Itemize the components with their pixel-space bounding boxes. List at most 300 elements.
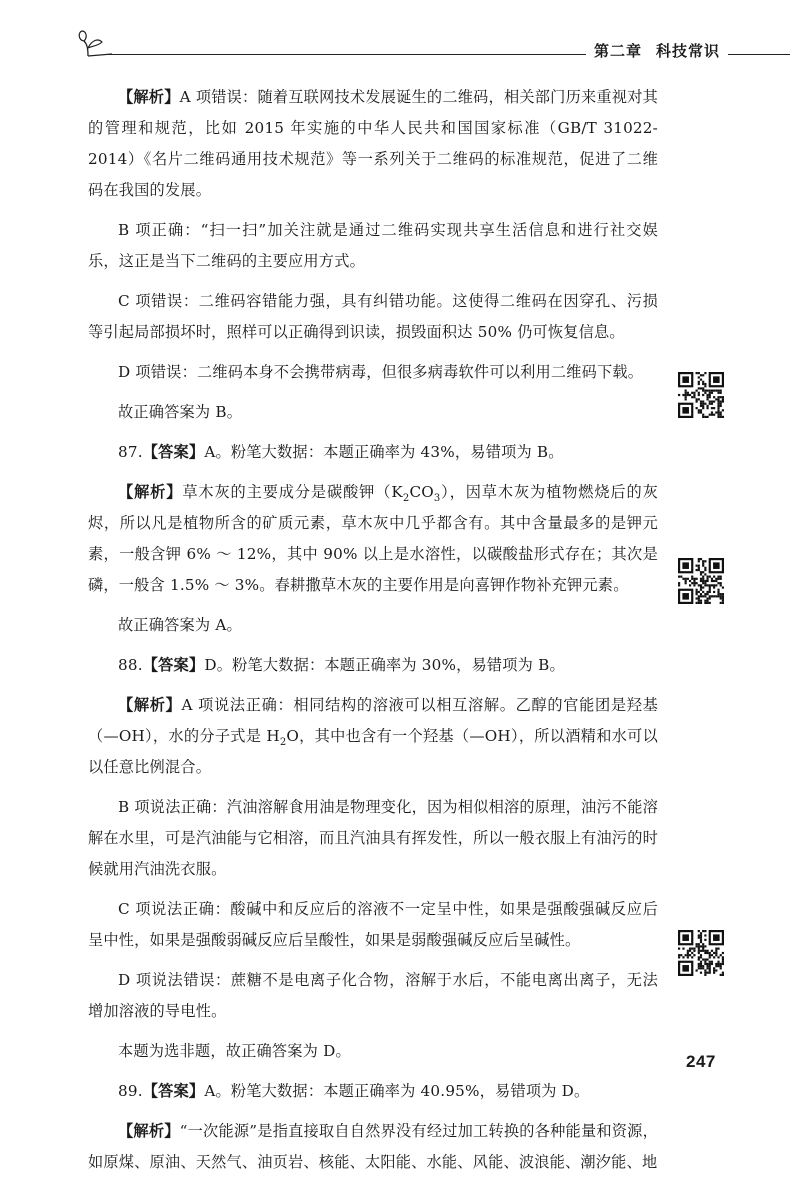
qr-code-icon[interactable]	[678, 558, 724, 604]
qr-module	[706, 394, 708, 396]
qr-module	[689, 948, 691, 950]
qr-module	[698, 584, 700, 586]
qr-module	[678, 394, 680, 396]
qr-module	[720, 963, 722, 965]
qr-module	[706, 967, 708, 969]
paragraph	[88, 477, 658, 601]
qr-module	[698, 392, 700, 394]
qr-module	[689, 954, 691, 956]
qr-module	[720, 392, 722, 394]
qr-module	[691, 956, 693, 958]
qr-module	[696, 589, 698, 591]
qr-module	[702, 390, 704, 392]
qr-module	[722, 595, 724, 597]
qr-module	[693, 394, 695, 396]
qr-module	[685, 392, 687, 394]
qr-module	[720, 403, 722, 405]
qr-module	[704, 972, 706, 974]
paragraph	[88, 690, 658, 783]
qr-module	[680, 576, 682, 578]
qr-module	[709, 403, 711, 405]
qr-module	[689, 950, 691, 952]
qr-module	[682, 394, 684, 396]
paragraph	[88, 397, 658, 428]
qr-module	[717, 396, 719, 398]
qr-module	[700, 967, 702, 969]
qr-module	[702, 580, 704, 582]
qr-module	[698, 950, 700, 952]
qr-module	[693, 948, 695, 950]
qr-module	[696, 569, 698, 571]
qr-module	[702, 407, 704, 409]
qr-module	[720, 597, 722, 599]
qr-module	[720, 974, 722, 976]
qr-module	[709, 952, 711, 954]
qr-module	[709, 602, 711, 604]
qr-module	[717, 411, 719, 413]
qr-module	[685, 578, 687, 580]
qr-module	[720, 411, 722, 413]
qr-module	[702, 586, 704, 588]
qr-module	[722, 958, 724, 960]
qr-module	[711, 963, 713, 965]
qr-module	[706, 593, 708, 595]
qr-module	[722, 956, 724, 958]
subscript: 2	[279, 737, 287, 749]
qr-module	[700, 589, 702, 591]
qr-module	[700, 584, 702, 586]
paragraph	[88, 965, 658, 1027]
paragraph	[88, 1036, 658, 1067]
qr-module	[713, 952, 715, 954]
qr-module	[713, 407, 715, 409]
qr-module	[715, 965, 717, 967]
qr-module	[691, 396, 693, 398]
qr-module	[720, 954, 722, 956]
qr-module	[706, 390, 708, 392]
qr-module	[704, 974, 706, 976]
qr-module	[698, 558, 700, 560]
sprout-icon	[78, 28, 112, 58]
qr-code-icon[interactable]	[678, 372, 724, 418]
qr-module	[713, 576, 715, 578]
qr-module	[722, 972, 724, 974]
qr-module	[702, 930, 704, 932]
qr-module	[722, 952, 724, 954]
qr-module	[704, 569, 706, 571]
qr-module	[717, 963, 719, 965]
qr-module	[700, 374, 702, 376]
qr-module	[678, 576, 680, 578]
qr-module	[700, 932, 702, 934]
qr-module	[704, 385, 706, 387]
qr-module	[709, 400, 711, 402]
qr-module	[722, 586, 724, 588]
qr-module	[706, 952, 708, 954]
qr-module	[698, 398, 700, 400]
qr-module	[696, 943, 698, 945]
qr-module	[706, 972, 708, 974]
analysis-tag: 【解析】	[118, 483, 183, 501]
qr-module	[717, 398, 719, 400]
qr-module	[717, 405, 719, 407]
qr-module	[698, 945, 700, 947]
qr-module	[696, 398, 698, 400]
qr-module	[700, 595, 702, 597]
qr-module	[704, 600, 706, 602]
qr-module	[702, 381, 704, 383]
qr-module	[722, 409, 724, 411]
qr-module	[713, 396, 715, 398]
paragraph-text: 草木灰的主要成分是碳酸钾（K	[182, 483, 403, 501]
qr-module	[704, 582, 706, 584]
qr-module	[691, 578, 693, 580]
paragraph	[88, 894, 658, 956]
qr-module	[704, 560, 706, 562]
qr-module	[720, 414, 722, 416]
qr-module	[704, 595, 706, 597]
qr-module	[704, 567, 706, 569]
qr-module	[713, 390, 715, 392]
paragraph-text: “一次能源”是指直接取自自然界没有经过加工转换的各种能量和资源，如原煤、原油、天然气、油页岩、核能、太阳能、水能、风能、波浪能、潮汐能、地	[88, 1122, 658, 1171]
paragraph-text: A。粉笔大数据：本题正确率为 40.95%，易错项为 D。	[204, 1082, 590, 1100]
qr-module	[685, 394, 687, 396]
qr-module	[706, 950, 708, 952]
qr-module	[720, 416, 722, 418]
paragraph-text: 本题为选非题，故正确答案为 D。	[118, 1042, 351, 1060]
qr-module	[709, 591, 711, 593]
qr-module	[685, 390, 687, 392]
qr-module	[709, 390, 711, 392]
qr-module	[685, 582, 687, 584]
qr-module	[700, 580, 702, 582]
qr-module	[717, 414, 719, 416]
qr-module	[711, 580, 713, 582]
qr-module	[702, 560, 704, 562]
qr-module	[696, 593, 698, 595]
qr-module	[711, 584, 713, 586]
qr-module	[700, 965, 702, 967]
analysis-tag: 【解析】	[118, 88, 180, 106]
paragraph-text: C 项说法正确：酸碱中和反应后的溶液不一定呈中性，如果是强酸强碱反应后呈中性，如果是强酸弱碱反应后呈酸性，如果是弱酸强碱反应后呈碱性。	[88, 900, 658, 949]
qr-module	[715, 390, 717, 392]
qr-module	[717, 582, 719, 584]
qr-module	[700, 411, 702, 413]
qr-module	[704, 950, 706, 952]
qr-module	[704, 945, 706, 947]
qr-finder-module	[682, 376, 689, 383]
qr-module	[713, 400, 715, 402]
paragraph-text: CO	[409, 483, 434, 501]
qr-module	[700, 578, 702, 580]
qr-module	[702, 394, 704, 396]
qr-module	[693, 954, 695, 956]
paragraph	[88, 357, 658, 388]
paragraph	[88, 82, 658, 206]
qr-module	[722, 400, 724, 402]
qr-module	[720, 400, 722, 402]
qr-module	[700, 961, 702, 963]
qr-module	[722, 974, 724, 976]
qr-finder-module	[682, 407, 689, 414]
subscript: 2	[402, 493, 410, 505]
qr-module	[706, 405, 708, 407]
qr-module	[698, 560, 700, 562]
paragraph-text: A。粉笔大数据：本题正确率为 43%，易错项为 B。	[204, 443, 564, 461]
qr-module	[709, 595, 711, 597]
qr-module	[691, 576, 693, 578]
qr-module	[704, 403, 706, 405]
qr-module	[720, 578, 722, 580]
analysis-tag: 【解析】	[118, 696, 182, 714]
question-number: 87.	[118, 443, 143, 461]
qr-module	[706, 963, 708, 965]
qr-module	[715, 969, 717, 971]
qr-module	[698, 602, 700, 604]
qr-module	[687, 956, 689, 958]
qr-module	[711, 414, 713, 416]
qr-module	[722, 602, 724, 604]
qr-module	[698, 934, 700, 936]
qr-module	[709, 972, 711, 974]
qr-module	[698, 600, 700, 602]
qr-module	[691, 952, 693, 954]
qr-module	[706, 416, 708, 418]
qr-module	[709, 589, 711, 591]
qr-module	[722, 600, 724, 602]
qr-module	[698, 930, 700, 932]
qr-module	[704, 390, 706, 392]
qr-module	[680, 954, 682, 956]
qr-module	[722, 396, 724, 398]
qr-module	[702, 414, 704, 416]
qr-module	[709, 954, 711, 956]
qr-module	[698, 372, 700, 374]
qr-module	[698, 394, 700, 396]
qr-module	[704, 573, 706, 575]
qr-module	[711, 392, 713, 394]
qr-module	[717, 595, 719, 597]
qr-module	[700, 950, 702, 952]
qr-module	[678, 948, 680, 950]
qr-module	[700, 573, 702, 575]
qr-module	[698, 595, 700, 597]
qr-module	[698, 383, 700, 385]
qr-module	[702, 400, 704, 402]
qr-module	[709, 414, 711, 416]
qr-module	[706, 398, 708, 400]
qr-module	[720, 602, 722, 604]
qr-module	[713, 967, 715, 969]
qr-module	[717, 407, 719, 409]
qr-module	[715, 948, 717, 950]
qr-finder-module	[713, 562, 720, 569]
qr-module	[706, 576, 708, 578]
qr-module	[711, 400, 713, 402]
qr-module	[698, 963, 700, 965]
qr-module	[709, 584, 711, 586]
qr-module	[704, 958, 706, 960]
qr-module	[704, 392, 706, 394]
qr-module	[704, 584, 706, 586]
qr-module	[720, 576, 722, 578]
qr-module	[722, 597, 724, 599]
qr-module	[709, 965, 711, 967]
qr-module	[687, 950, 689, 952]
answer-89	[88, 1076, 658, 1107]
paragraph-text: D 项说法错误：蔗糖不是电离子化合物，溶解于水后，不能电离出离子，无法增加溶液的导电性。	[88, 971, 658, 1020]
qr-module	[709, 396, 711, 398]
qr-module	[678, 954, 680, 956]
chapter-number: 第二章	[593, 42, 642, 60]
qr-module	[722, 398, 724, 400]
qr-module	[720, 582, 722, 584]
qr-module	[711, 390, 713, 392]
qr-module	[698, 591, 700, 593]
qr-module	[687, 954, 689, 956]
qr-module	[717, 578, 719, 580]
qr-module	[700, 558, 702, 560]
answer-tag: 【答案】	[142, 1082, 205, 1100]
paragraph-text: B 项正确：“扫一扫”加关注就是通过二维码实现共享生活信息和进行社交娱乐，这正是当下二维码的主要应用方式。	[88, 221, 658, 270]
qr-module	[698, 567, 700, 569]
paragraph-text: A 项错误：随着互联网技术发展诞生的二维码，相关部门历来重视对其的管理和规范，比如 2015 年实施的中华人民共和国国家标准（GB/T 31022-2014）《名片二维码通用技术规范》等一系列关于二维码的标准规范，促进了二维码在我国的发展。	[88, 88, 658, 199]
page-number: 247	[686, 1052, 716, 1071]
qr-module	[717, 576, 719, 578]
qr-module	[682, 956, 684, 958]
qr-module	[702, 582, 704, 584]
qr-module	[698, 597, 700, 599]
qr-module	[717, 403, 719, 405]
qr-module	[685, 396, 687, 398]
analysis-tag: 【解析】	[118, 1122, 180, 1140]
qr-module	[689, 580, 691, 582]
qr-module	[711, 961, 713, 963]
qr-module	[698, 565, 700, 567]
qr-module	[711, 407, 713, 409]
qr-module	[702, 416, 704, 418]
qr-module	[687, 394, 689, 396]
qr-module	[704, 930, 706, 932]
qr-module	[698, 387, 700, 389]
qr-module	[689, 584, 691, 586]
qr-module	[693, 396, 695, 398]
qr-module	[715, 595, 717, 597]
qr-module	[700, 972, 702, 974]
qr-module	[709, 961, 711, 963]
qr-module	[711, 954, 713, 956]
qr-module	[702, 967, 704, 969]
paragraph-text: 故正确答案为 A。	[118, 616, 242, 634]
qr-module	[698, 381, 700, 383]
question-number: 89.	[118, 1082, 143, 1100]
qr-module	[700, 945, 702, 947]
paragraph	[88, 215, 658, 277]
qr-module	[715, 578, 717, 580]
qr-module	[693, 578, 695, 580]
qr-module	[700, 954, 702, 956]
qr-module	[700, 400, 702, 402]
paragraph	[88, 286, 658, 348]
qr-module	[715, 954, 717, 956]
question-number: 88.	[118, 656, 143, 674]
qr-module	[685, 580, 687, 582]
qr-module	[678, 956, 680, 958]
qr-module	[706, 965, 708, 967]
qr-module	[706, 407, 708, 409]
qr-module	[698, 965, 700, 967]
qr-code-icon[interactable]	[678, 930, 724, 976]
qr-module	[700, 571, 702, 573]
qr-module	[713, 414, 715, 416]
qr-module	[711, 595, 713, 597]
qr-module	[713, 972, 715, 974]
qr-module	[711, 950, 713, 952]
paragraph-text: 故正确答案为 B。	[118, 403, 243, 421]
qr-module	[717, 400, 719, 402]
qr-module	[700, 600, 702, 602]
qr-module	[700, 405, 702, 407]
qr-module	[704, 961, 706, 963]
qr-module	[682, 578, 684, 580]
qr-finder-module	[682, 934, 689, 941]
qr-module	[693, 582, 695, 584]
qr-module	[704, 939, 706, 941]
qr-module	[720, 396, 722, 398]
qr-module	[696, 597, 698, 599]
qr-module	[720, 584, 722, 586]
qr-module	[700, 937, 702, 939]
qr-module	[691, 582, 693, 584]
qr-module	[700, 939, 702, 941]
qr-module	[711, 411, 713, 413]
qr-module	[698, 411, 700, 413]
qr-module	[717, 956, 719, 958]
qr-module	[702, 403, 704, 405]
paragraph-text: C 项错误：二维码容错能力强，具有纠错功能。这使得二维码在因穿孔、污损等引起局部损坏时，照样可以正确得到识读，损毁面积达 50% 仍可恢复信息。	[88, 292, 658, 341]
qr-module	[713, 591, 715, 593]
qr-module	[711, 578, 713, 580]
qr-module	[702, 565, 704, 567]
qr-finder-module	[682, 562, 689, 569]
qr-module	[717, 593, 719, 595]
qr-module	[713, 584, 715, 586]
qr-module	[704, 934, 706, 936]
qr-module	[698, 569, 700, 571]
qr-module	[698, 943, 700, 945]
qr-module	[696, 591, 698, 593]
qr-module	[704, 969, 706, 971]
qr-module	[713, 956, 715, 958]
qr-module	[720, 593, 722, 595]
qr-module	[700, 403, 702, 405]
qr-module	[720, 965, 722, 967]
qr-module	[713, 586, 715, 588]
qr-module	[720, 967, 722, 969]
qr-module	[709, 392, 711, 394]
qr-module	[717, 965, 719, 967]
qr-module	[715, 580, 717, 582]
paragraph-text: O，其中也含有一个羟基（—OH），所以酒精和水可以以任意比例混合。	[88, 727, 659, 776]
qr-module	[709, 597, 711, 599]
subscript: 3	[433, 493, 441, 505]
qr-module	[689, 394, 691, 396]
qr-module	[696, 565, 698, 567]
paragraph	[88, 610, 658, 641]
qr-module	[717, 589, 719, 591]
qr-module	[717, 409, 719, 411]
qr-module	[696, 582, 698, 584]
